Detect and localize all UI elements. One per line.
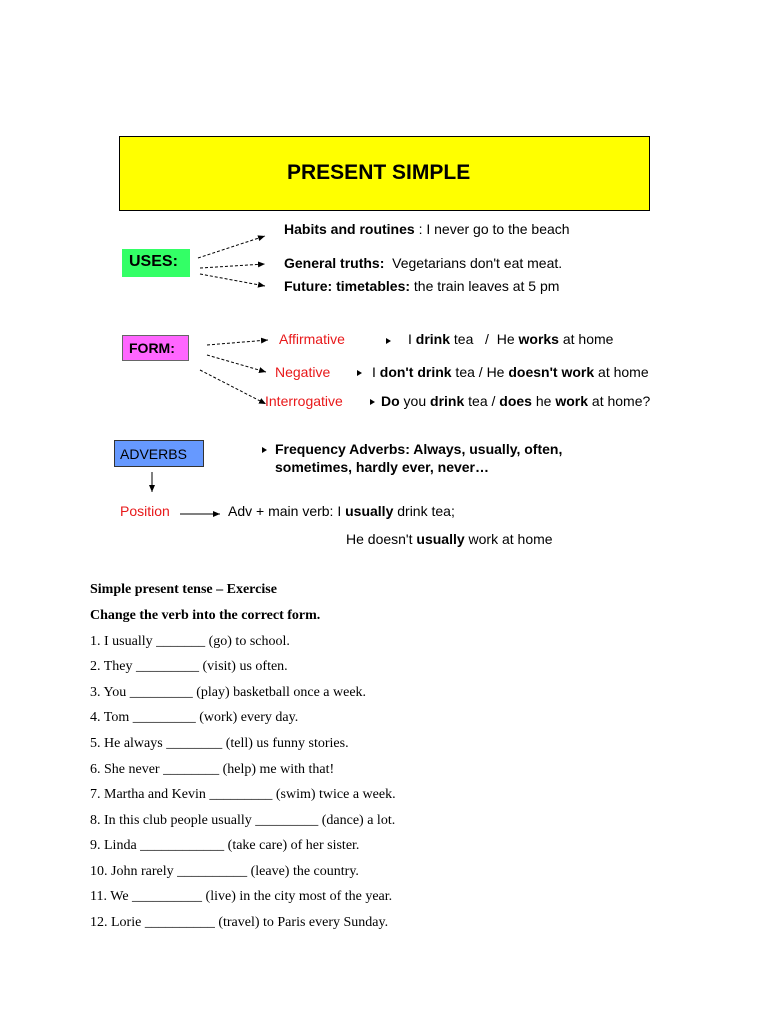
bullet-4 [262, 447, 267, 453]
exercise-item: 5. He always ________ (tell) us funny stories. [90, 736, 349, 751]
exercise-instruction: Change the verb into the correct form. [90, 608, 321, 623]
uses-item-future: Future: timetables: the train leaves at 5 pm [284, 278, 560, 294]
bullet-3 [370, 399, 375, 405]
uses-arrow-3 [200, 274, 265, 286]
position-label: Position [120, 503, 170, 519]
frequency-adverbs-line-1: Frequency Adverbs: Always, usually, often, [275, 441, 563, 457]
exercise-item: 9. Linda ____________ (take care) of her sister. [90, 838, 360, 853]
exercise-item: 10. John rarely __________ (leave) the country. [90, 864, 359, 879]
frequency-adverbs-line-2: sometimes, hardly ever, never… [275, 459, 489, 475]
form-negative-label: Negative [275, 364, 331, 380]
form-negative-example: I don't drink tea / He doesn't work at home [372, 364, 649, 380]
exercise-item: 2. They _________ (visit) us often. [90, 659, 288, 674]
uses-item-truths: General truths: Vegetarians don't eat meat. [284, 255, 563, 271]
uses-tag: USES: [122, 249, 190, 277]
form-interrogative-example: Do you drink tea / does he work at home? [381, 393, 651, 409]
form-interrogative-label: Interrogative [265, 393, 343, 409]
uses-arrow-2 [200, 264, 265, 268]
exercise-item: 1. I usually _______ (go) to school. [90, 634, 290, 649]
form-affirmative-label: Affirmative [279, 331, 345, 347]
adverbs-tag: ADVERBS [114, 440, 204, 467]
exercise-item: 11. We __________ (live) in the city most of the year. [90, 889, 393, 904]
form-affirmative-example: I drink tea / He works at home [408, 331, 614, 347]
exercise-item: 12. Lorie __________ (travel) to Paris every Sunday. [90, 915, 389, 930]
bullet-2 [357, 370, 362, 376]
uses-arrow-1 [198, 236, 265, 258]
form-arrow-1 [207, 340, 268, 345]
exercise-item: 7. Martha and Kevin _________ (swim) twice a week. [90, 787, 396, 802]
bullet-1 [386, 338, 391, 344]
exercise-heading: Simple present tense – Exercise [90, 582, 277, 597]
exercise-item: 4. Tom _________ (work) every day. [90, 710, 299, 725]
uses-item-habits: Habits and routines : I never go to the beach [284, 221, 570, 237]
position-rule: Adv + main verb: I usually drink tea; [228, 503, 455, 519]
form-tag: FORM: [122, 335, 189, 361]
page-title: PRESENT SIMPLE [287, 161, 471, 184]
form-arrow-3 [200, 370, 266, 404]
exercise-item: 8. In this club people usually _________ (dance) a lot. [90, 813, 396, 828]
exercise-item: 6. She never ________ (help) me with that! [90, 762, 335, 777]
form-arrow-2 [207, 355, 266, 372]
position-example: He doesn't usually work at home [346, 531, 553, 547]
exercise-item: 3. You _________ (play) basketball once a week. [90, 685, 367, 700]
